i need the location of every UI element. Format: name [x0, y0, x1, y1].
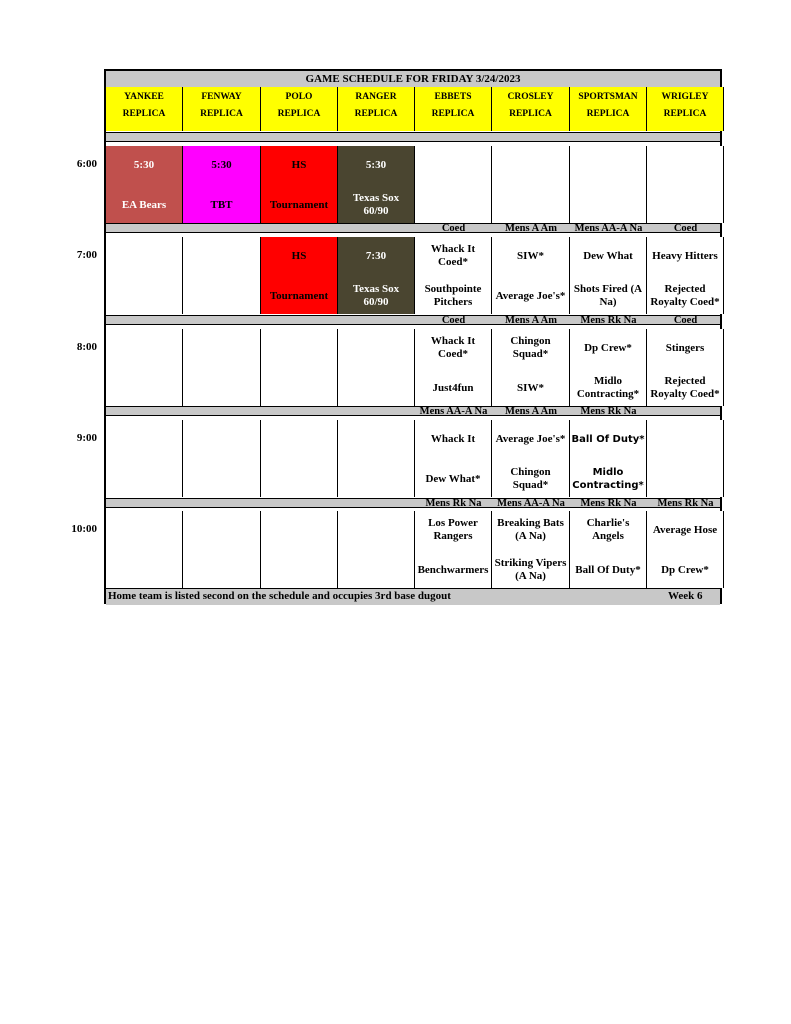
- game-line-1: [183, 237, 260, 275]
- field-sub: REPLICA: [431, 109, 475, 119]
- game-line-2: Midlo Contracting*: [572, 467, 644, 491]
- game-cell: [647, 237, 724, 314]
- game-line-2: Texas Sox 60/90: [352, 283, 400, 308]
- game-line-1: Average Hose: [652, 523, 718, 536]
- game-line-2: [338, 551, 414, 589]
- division-label: Mens AA-A Na: [419, 407, 488, 416]
- field-name: CROSLEY: [507, 92, 554, 102]
- footer-week: Week 6: [668, 590, 703, 602]
- division-label: Mens Rk Na: [657, 499, 714, 508]
- game-cell: [492, 146, 570, 223]
- game-line-2: [492, 186, 569, 224]
- field-sub: REPLICA: [354, 109, 398, 119]
- game-line-2: Average Joe's*: [495, 289, 566, 302]
- game-cell: [570, 511, 647, 588]
- game-line-2: Dew What*: [425, 472, 481, 485]
- field-name: YANKEE: [124, 92, 164, 102]
- field-sub: REPLICA: [122, 109, 166, 119]
- game-line-2: [183, 551, 260, 589]
- field-name: RANGER: [355, 92, 397, 102]
- division-label: Mens A Am: [505, 407, 557, 416]
- game-line-2: [106, 460, 182, 498]
- game-line-2: Tournament: [269, 289, 329, 302]
- game-line-2: Southpointe Pitchers: [424, 283, 482, 308]
- game-line-1: [261, 329, 337, 367]
- game-line-1: Charlie's Angels: [586, 517, 630, 542]
- game-line-1: Whack It Coed*: [430, 335, 476, 360]
- game-cell: [570, 146, 647, 223]
- time-label: 10:00: [71, 523, 97, 535]
- field-name: EBBETS: [434, 92, 472, 102]
- division-label: Mens Rk Na: [425, 499, 482, 508]
- field-sub: REPLICA: [277, 109, 321, 119]
- game-line-1: [492, 146, 569, 184]
- division-label: Coed: [673, 316, 698, 325]
- game-cell: [647, 420, 724, 497]
- game-cell: [338, 237, 415, 314]
- game-line-2: Shots Fired (A Na): [573, 283, 643, 308]
- game-line-2: [415, 186, 491, 224]
- game-cell: [338, 420, 415, 497]
- game-line-1: 5:30: [211, 158, 232, 171]
- time-label: 9:00: [76, 432, 97, 444]
- game-cell: [106, 511, 183, 588]
- division-bar: [106, 132, 720, 142]
- division-label: Mens AA-A Na: [574, 224, 643, 233]
- field-header: [492, 87, 570, 131]
- game-cell: [106, 146, 183, 223]
- game-cell: [338, 146, 415, 223]
- schedule-table: [104, 69, 722, 604]
- game-line-2: [261, 460, 337, 498]
- field-header: [647, 87, 724, 131]
- game-line-2: [647, 186, 723, 224]
- game-line-2: [106, 277, 182, 315]
- game-line-1: Whack It Coed*: [430, 243, 476, 268]
- game-line-1: Whack It: [430, 432, 476, 445]
- game-line-2: [183, 277, 260, 315]
- game-cell: [338, 511, 415, 588]
- game-cell: [183, 329, 261, 406]
- game-line-1: 5:30: [133, 158, 155, 171]
- game-line-1: 5:30: [365, 158, 387, 171]
- game-line-2: TBT: [210, 198, 233, 211]
- game-cell: [261, 420, 338, 497]
- game-cell: [183, 511, 261, 588]
- game-cell: [570, 420, 647, 497]
- game-line-1: [415, 146, 491, 184]
- game-cell: [570, 329, 647, 406]
- time-label: 7:00: [76, 249, 97, 261]
- game-line-2: [261, 369, 337, 407]
- game-cell: [338, 329, 415, 406]
- game-line-1: 7:30: [365, 249, 387, 262]
- game-line-1: [338, 420, 414, 458]
- game-cell: [261, 329, 338, 406]
- game-line-2: Benchwarmers: [417, 563, 489, 576]
- game-cell: [647, 146, 724, 223]
- game-line-2: Dp Crew*: [661, 563, 709, 576]
- game-line-1: [261, 511, 337, 549]
- game-cell: [183, 237, 261, 314]
- field-header: [338, 87, 415, 131]
- game-line-2: Rejected Royalty Coed*: [650, 375, 720, 400]
- division-label: Coed: [441, 316, 466, 325]
- game-line-1: [183, 511, 260, 549]
- game-line-1: Heavy Hitters: [652, 249, 718, 262]
- field-sub: REPLICA: [200, 109, 243, 119]
- field-sub: REPLICA: [663, 109, 707, 119]
- division-label: Mens A Am: [505, 224, 557, 233]
- game-line-1: [647, 420, 723, 458]
- schedule-title: GAME SCHEDULE FOR FRIDAY 3/24/2023: [106, 71, 720, 88]
- game-line-1: [183, 329, 260, 367]
- game-cell: [106, 329, 183, 406]
- game-line-2: EA Bears: [121, 198, 167, 211]
- game-cell: [183, 146, 261, 223]
- field-name: WRIGLEY: [661, 92, 709, 102]
- game-line-2: [106, 551, 182, 589]
- game-line-1: [106, 420, 182, 458]
- field-sub: REPLICA: [509, 109, 552, 119]
- game-cell: [261, 511, 338, 588]
- game-line-2: Tournament: [269, 198, 329, 211]
- game-line-1: Los Power Rangers: [428, 517, 478, 542]
- game-line-2: [106, 369, 182, 407]
- field-sub: REPLICA: [586, 109, 630, 119]
- game-line-1: HS: [291, 158, 307, 171]
- game-line-2: Striking Vipers (A Na): [494, 557, 567, 582]
- game-line-1: [338, 511, 414, 549]
- game-line-2: [338, 369, 414, 407]
- field-header: [570, 87, 647, 131]
- game-line-2: SIW*: [517, 381, 544, 394]
- division-label: Mens Rk Na: [580, 499, 637, 508]
- game-line-1: HS: [291, 249, 307, 262]
- game-cell: [570, 237, 647, 314]
- game-cell: [492, 329, 570, 406]
- game-line-2: [647, 460, 723, 498]
- game-line-1: Dew What: [583, 249, 633, 262]
- game-line-2: Midlo Contracting*: [576, 375, 640, 400]
- game-line-1: Stingers: [665, 341, 705, 354]
- game-line-1: Average Joe's*: [495, 432, 566, 445]
- field-name: FENWAY: [201, 92, 242, 102]
- game-line-2: [183, 460, 260, 498]
- game-line-1: Dp Crew*: [584, 341, 632, 354]
- game-line-1: [570, 146, 646, 184]
- game-line-1: Chingon Squad*: [510, 335, 551, 360]
- game-cell: [415, 329, 492, 406]
- game-line-1: Breaking Bats (A Na): [497, 517, 564, 542]
- game-line-2: Chingon Squad*: [510, 466, 551, 491]
- division-label: Mens A Am: [505, 316, 557, 325]
- game-line-1: [647, 146, 723, 184]
- game-cell: [106, 420, 183, 497]
- division-label: Mens Rk Na: [580, 407, 637, 416]
- game-line-2: [570, 186, 646, 224]
- game-line-1: [106, 511, 182, 549]
- game-line-2: Rejected Royalty Coed*: [650, 283, 720, 308]
- game-line-1: Ball Of Duty*: [571, 433, 645, 445]
- game-cell: [647, 511, 724, 588]
- game-line-1: [261, 420, 337, 458]
- game-cell: [183, 420, 261, 497]
- time-label: 6:00: [76, 158, 97, 170]
- game-line-1: [338, 329, 414, 367]
- division-label: Coed: [441, 224, 466, 233]
- game-cell: [492, 237, 570, 314]
- game-line-2: [183, 369, 260, 407]
- field-header: [183, 87, 261, 131]
- game-line-1: SIW*: [517, 249, 544, 262]
- division-label: Coed: [673, 224, 698, 233]
- game-line-2: Just4fun: [432, 381, 474, 394]
- game-line-2: Ball Of Duty*: [575, 563, 641, 576]
- field-name: SPORTSMAN: [578, 92, 638, 102]
- game-line-2: [338, 460, 414, 498]
- game-cell: [415, 146, 492, 223]
- division-label: Mens AA-A Na: [497, 499, 565, 508]
- game-line-1: [106, 237, 182, 275]
- game-cell: [492, 420, 570, 497]
- game-cell: [261, 237, 338, 314]
- schedule-footer: [106, 588, 720, 605]
- game-cell: [415, 420, 492, 497]
- footer-note: Home team is listed second on the schedule and occupies 3rd base dugout: [108, 590, 451, 602]
- game-line-1: [106, 329, 182, 367]
- game-line-1: [183, 420, 260, 458]
- game-cell: [261, 146, 338, 223]
- game-cell: [647, 329, 724, 406]
- field-name: POLO: [285, 92, 313, 102]
- game-line-2: [261, 551, 337, 589]
- game-cell: [106, 237, 183, 314]
- field-header: [415, 87, 492, 131]
- field-header: [261, 87, 338, 131]
- division-label: Mens Rk Na: [580, 316, 637, 325]
- time-label: 8:00: [76, 341, 97, 353]
- field-header: [106, 87, 183, 131]
- game-cell: [415, 511, 492, 588]
- game-line-2: Texas Sox 60/90: [352, 192, 400, 217]
- game-cell: [415, 237, 492, 314]
- game-cell: [492, 511, 570, 588]
